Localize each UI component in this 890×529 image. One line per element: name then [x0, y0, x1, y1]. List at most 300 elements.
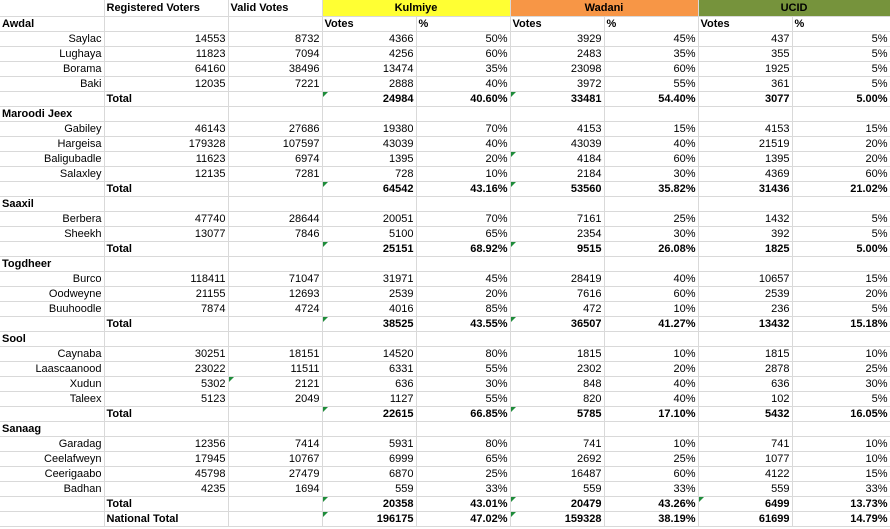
wadani-votes[interactable]: 28419	[510, 272, 604, 287]
wadani-votes[interactable]: 4184	[510, 152, 604, 167]
kulmiye-votes[interactable]: 559	[322, 482, 416, 497]
district-name[interactable]: Hargeisa	[0, 137, 104, 152]
kulmiye-total-pct[interactable]: 43.01%	[416, 497, 510, 512]
kulmiye-total-pct[interactable]: 68.92%	[416, 242, 510, 257]
ucid-votes[interactable]: 1925	[698, 62, 792, 77]
kulmiye-pct[interactable]: 55%	[416, 362, 510, 377]
region-name[interactable]: Togdheer	[0, 257, 104, 272]
valid-votes[interactable]: 18151	[228, 347, 322, 362]
total-label[interactable]: Total	[104, 92, 228, 107]
ucid-votes[interactable]: 236	[698, 302, 792, 317]
ucid-votes[interactable]: 4122	[698, 467, 792, 482]
valid-votes[interactable]: 27686	[228, 122, 322, 137]
total-label[interactable]: Total	[104, 242, 228, 257]
kulmiye-pct[interactable]: 65%	[416, 227, 510, 242]
kulmiye-votes[interactable]: 4366	[322, 32, 416, 47]
wadani-total-votes[interactable]: 5785	[510, 407, 604, 422]
wadani-votes[interactable]: 559	[510, 482, 604, 497]
valid-votes[interactable]: 4724	[228, 302, 322, 317]
kulmiye-pct[interactable]: 60%	[416, 47, 510, 62]
kulmiye-total-pct[interactable]: 66.85%	[416, 407, 510, 422]
valid-votes[interactable]: 38496	[228, 62, 322, 77]
wadani-pct[interactable]: 60%	[604, 467, 698, 482]
ucid-pct[interactable]: 5%	[792, 392, 890, 407]
cell-empty[interactable]	[792, 197, 890, 212]
registered-voters[interactable]: 64160	[104, 62, 228, 77]
ucid-votes[interactable]: 4369	[698, 167, 792, 182]
kulmiye-votes[interactable]: 636	[322, 377, 416, 392]
wadani-votes[interactable]: 4153	[510, 122, 604, 137]
wadani-pct[interactable]: 40%	[604, 272, 698, 287]
wadani-total-pct[interactable]: 17.10%	[604, 407, 698, 422]
kulmiye-total-pct[interactable]: 40.60%	[416, 92, 510, 107]
wadani-votes[interactable]: 2302	[510, 362, 604, 377]
cell-empty[interactable]	[604, 422, 698, 437]
registered-voters[interactable]: 45798	[104, 467, 228, 482]
kulmiye-votes[interactable]: 1127	[322, 392, 416, 407]
wadani-pct[interactable]: 55%	[604, 77, 698, 92]
region-name[interactable]: Saaxil	[0, 197, 104, 212]
ucid-pct[interactable]: 20%	[792, 152, 890, 167]
ucid-pct[interactable]: 15%	[792, 122, 890, 137]
wadani-votes[interactable]: 2354	[510, 227, 604, 242]
cell-empty[interactable]	[228, 92, 322, 107]
registered-voters[interactable]: 11623	[104, 152, 228, 167]
cell-empty[interactable]	[322, 422, 416, 437]
kulmiye-total-pct[interactable]: 43.55%	[416, 317, 510, 332]
registered-voters[interactable]: 14553	[104, 32, 228, 47]
kulmiye-total-votes[interactable]: 25151	[322, 242, 416, 257]
kulmiye-total-votes[interactable]: 38525	[322, 317, 416, 332]
cell-empty[interactable]	[698, 107, 792, 122]
wadani-total-pct[interactable]: 26.08%	[604, 242, 698, 257]
district-name[interactable]: Ceerigaabo	[0, 467, 104, 482]
valid-votes[interactable]: 10767	[228, 452, 322, 467]
wadani-total-votes[interactable]: 159328	[510, 512, 604, 527]
kulmiye-pct[interactable]: 70%	[416, 212, 510, 227]
wadani-votes[interactable]: 16487	[510, 467, 604, 482]
wadani-pct[interactable]: 60%	[604, 287, 698, 302]
cell-empty[interactable]	[604, 332, 698, 347]
district-name[interactable]: Taleex	[0, 392, 104, 407]
kulmiye-votes[interactable]: 20051	[322, 212, 416, 227]
ucid-votes[interactable]: 355	[698, 47, 792, 62]
cell-empty[interactable]	[104, 197, 228, 212]
district-name[interactable]: Berbera	[0, 212, 104, 227]
ucid-votes[interactable]: 1432	[698, 212, 792, 227]
district-name[interactable]: Laascaanood	[0, 362, 104, 377]
wadani-pct[interactable]: 60%	[604, 62, 698, 77]
wadani-pct[interactable]: 15%	[604, 122, 698, 137]
cell-empty[interactable]	[416, 107, 510, 122]
cell-empty[interactable]	[416, 332, 510, 347]
kulmiye-total-votes[interactable]: 24984	[322, 92, 416, 107]
cell-empty[interactable]	[792, 107, 890, 122]
wadani-pct[interactable]: 40%	[604, 392, 698, 407]
wadani-total-votes[interactable]: 9515	[510, 242, 604, 257]
cell-empty[interactable]	[698, 422, 792, 437]
wadani-votes[interactable]: 3929	[510, 32, 604, 47]
registered-voters[interactable]: 23022	[104, 362, 228, 377]
district-name[interactable]: Lughaya	[0, 47, 104, 62]
ucid-votes[interactable]: 4153	[698, 122, 792, 137]
valid-votes[interactable]: 1694	[228, 482, 322, 497]
district-name[interactable]: Borama	[0, 62, 104, 77]
wadani-votes[interactable]: 848	[510, 377, 604, 392]
registered-voters[interactable]: 179328	[104, 137, 228, 152]
district-name[interactable]: Burco	[0, 272, 104, 287]
ucid-total-votes[interactable]: 6499	[698, 497, 792, 512]
district-name[interactable]: Sheekh	[0, 227, 104, 242]
registered-voters[interactable]: 5123	[104, 392, 228, 407]
wadani-votes[interactable]: 43039	[510, 137, 604, 152]
ucid-total-pct[interactable]: 16.05%	[792, 407, 890, 422]
kulmiye-pct[interactable]: 50%	[416, 32, 510, 47]
kulmiye-pct[interactable]: 40%	[416, 77, 510, 92]
valid-votes[interactable]: 107597	[228, 137, 322, 152]
kulmiye-pct[interactable]: 35%	[416, 62, 510, 77]
registered-voters[interactable]: 118411	[104, 272, 228, 287]
wadani-votes[interactable]: 7161	[510, 212, 604, 227]
registered-voters[interactable]: 12035	[104, 77, 228, 92]
kulmiye-pct[interactable]: 80%	[416, 347, 510, 362]
cell-empty[interactable]	[698, 332, 792, 347]
district-name[interactable]: Baki	[0, 77, 104, 92]
cell-empty[interactable]	[104, 17, 228, 32]
cell-empty[interactable]	[104, 257, 228, 272]
district-name[interactable]: Xudun	[0, 377, 104, 392]
kulmiye-votes[interactable]: 13474	[322, 62, 416, 77]
district-name[interactable]: Gabiley	[0, 122, 104, 137]
wadani-pct[interactable]: 20%	[604, 362, 698, 377]
ucid-votes[interactable]: 361	[698, 77, 792, 92]
kulmiye-votes[interactable]: 6331	[322, 362, 416, 377]
kulmiye-pct[interactable]: 30%	[416, 377, 510, 392]
cell-empty[interactable]	[0, 407, 104, 422]
ucid-total-votes[interactable]: 1825	[698, 242, 792, 257]
cell-empty[interactable]	[698, 197, 792, 212]
cell-empty[interactable]	[510, 107, 604, 122]
total-label[interactable]: Total	[104, 182, 228, 197]
valid-votes[interactable]: 7221	[228, 77, 322, 92]
cell-empty[interactable]	[510, 197, 604, 212]
district-name[interactable]: Saylac	[0, 32, 104, 47]
ucid-header[interactable]: UCID	[698, 0, 890, 17]
cell-empty[interactable]	[792, 257, 890, 272]
cell-empty[interactable]	[104, 332, 228, 347]
wadani-pct[interactable]: 60%	[604, 152, 698, 167]
wadani-total-pct[interactable]: 54.40%	[604, 92, 698, 107]
kulmiye-total-pct[interactable]: 43.16%	[416, 182, 510, 197]
wadani-pct[interactable]: 30%	[604, 227, 698, 242]
wadani-pct-header[interactable]: %	[604, 17, 698, 32]
ucid-total-pct[interactable]: 15.18%	[792, 317, 890, 332]
cell-empty[interactable]	[228, 422, 322, 437]
cell-empty[interactable]	[228, 107, 322, 122]
wadani-total-votes[interactable]: 36507	[510, 317, 604, 332]
cell-empty[interactable]	[104, 422, 228, 437]
ucid-total-votes[interactable]: 31436	[698, 182, 792, 197]
kulmiye-total-votes[interactable]: 20358	[322, 497, 416, 512]
valid-votes[interactable]: 7094	[228, 47, 322, 62]
kulmiye-pct[interactable]: 20%	[416, 287, 510, 302]
cell-empty[interactable]	[0, 182, 104, 197]
wadani-pct[interactable]: 30%	[604, 167, 698, 182]
cell-empty[interactable]	[792, 422, 890, 437]
valid-votes[interactable]: 6974	[228, 152, 322, 167]
ucid-votes[interactable]: 1815	[698, 347, 792, 362]
ucid-pct[interactable]: 5%	[792, 62, 890, 77]
registered-voters[interactable]: 21155	[104, 287, 228, 302]
wadani-pct[interactable]: 45%	[604, 32, 698, 47]
ucid-votes-header[interactable]: Votes	[698, 17, 792, 32]
ucid-total-votes[interactable]: 5432	[698, 407, 792, 422]
total-label[interactable]: Total	[104, 407, 228, 422]
cell-empty[interactable]	[0, 92, 104, 107]
cell-empty[interactable]	[228, 17, 322, 32]
ucid-pct[interactable]: 5%	[792, 32, 890, 47]
cell-empty[interactable]	[228, 497, 322, 512]
wadani-votes[interactable]: 3972	[510, 77, 604, 92]
kulmiye-header[interactable]: Kulmiye	[322, 0, 510, 17]
kulmiye-total-votes[interactable]: 22615	[322, 407, 416, 422]
cell-empty[interactable]	[228, 317, 322, 332]
valid-votes[interactable]: 11511	[228, 362, 322, 377]
valid-votes[interactable]: 2049	[228, 392, 322, 407]
cell-empty[interactable]	[0, 512, 104, 527]
wadani-votes[interactable]: 820	[510, 392, 604, 407]
ucid-pct[interactable]: 33%	[792, 482, 890, 497]
registered-voters[interactable]: 5302	[104, 377, 228, 392]
kulmiye-pct[interactable]: 65%	[416, 452, 510, 467]
ucid-pct[interactable]: 15%	[792, 272, 890, 287]
cell-empty[interactable]	[104, 107, 228, 122]
ucid-pct[interactable]: 20%	[792, 287, 890, 302]
cell-empty[interactable]	[322, 197, 416, 212]
district-name[interactable]: Garadag	[0, 437, 104, 452]
kulmiye-votes[interactable]: 31971	[322, 272, 416, 287]
wadani-total-votes[interactable]: 20479	[510, 497, 604, 512]
ucid-total-pct[interactable]: 13.73%	[792, 497, 890, 512]
valid-votes[interactable]: 8732	[228, 32, 322, 47]
valid-votes[interactable]: 7846	[228, 227, 322, 242]
ucid-pct[interactable]: 25%	[792, 362, 890, 377]
registered-voters[interactable]: 46143	[104, 122, 228, 137]
kulmiye-pct[interactable]: 85%	[416, 302, 510, 317]
cell-empty[interactable]	[228, 242, 322, 257]
valid-votes-header[interactable]: Valid Votes	[228, 0, 322, 17]
district-name[interactable]: Baligubadle	[0, 152, 104, 167]
cell-empty[interactable]	[792, 332, 890, 347]
kulmiye-pct[interactable]: 20%	[416, 152, 510, 167]
wadani-votes[interactable]: 2692	[510, 452, 604, 467]
ucid-pct[interactable]: 10%	[792, 347, 890, 362]
ucid-votes[interactable]: 437	[698, 32, 792, 47]
cell-empty[interactable]	[228, 182, 322, 197]
cell-empty[interactable]	[0, 0, 104, 17]
cell-empty[interactable]	[698, 257, 792, 272]
kulmiye-votes-header[interactable]: Votes	[322, 17, 416, 32]
cell-empty[interactable]	[322, 107, 416, 122]
cell-empty[interactable]	[0, 242, 104, 257]
kulmiye-votes[interactable]: 5931	[322, 437, 416, 452]
kulmiye-votes[interactable]: 1395	[322, 152, 416, 167]
district-name[interactable]: Ceelafweyn	[0, 452, 104, 467]
valid-votes[interactable]: 71047	[228, 272, 322, 287]
ucid-votes[interactable]: 741	[698, 437, 792, 452]
wadani-votes[interactable]: 23098	[510, 62, 604, 77]
cell-empty[interactable]	[322, 332, 416, 347]
registered-voters[interactable]: 30251	[104, 347, 228, 362]
ucid-pct[interactable]: 60%	[792, 167, 890, 182]
kulmiye-pct[interactable]: 25%	[416, 467, 510, 482]
kulmiye-pct[interactable]: 10%	[416, 167, 510, 182]
district-name[interactable]: Caynaba	[0, 347, 104, 362]
ucid-pct[interactable]: 5%	[792, 77, 890, 92]
wadani-total-pct[interactable]: 43.26%	[604, 497, 698, 512]
kulmiye-votes[interactable]: 14520	[322, 347, 416, 362]
total-label[interactable]: National Total	[104, 512, 228, 527]
valid-votes[interactable]: 27479	[228, 467, 322, 482]
total-label[interactable]: Total	[104, 497, 228, 512]
wadani-header[interactable]: Wadani	[510, 0, 698, 17]
ucid-votes[interactable]: 10657	[698, 272, 792, 287]
kulmiye-total-votes[interactable]: 196175	[322, 512, 416, 527]
wadani-total-pct[interactable]: 41.27%	[604, 317, 698, 332]
wadani-total-pct[interactable]: 35.82%	[604, 182, 698, 197]
kulmiye-votes[interactable]: 6999	[322, 452, 416, 467]
kulmiye-votes[interactable]: 2539	[322, 287, 416, 302]
wadani-votes[interactable]: 472	[510, 302, 604, 317]
wadani-votes[interactable]: 741	[510, 437, 604, 452]
wadani-total-votes[interactable]: 33481	[510, 92, 604, 107]
kulmiye-votes[interactable]: 19380	[322, 122, 416, 137]
ucid-pct-header[interactable]: %	[792, 17, 890, 32]
region-name[interactable]: Sanaag	[0, 422, 104, 437]
district-name[interactable]: Salaxley	[0, 167, 104, 182]
wadani-pct[interactable]: 33%	[604, 482, 698, 497]
registered-voters[interactable]: 12356	[104, 437, 228, 452]
kulmiye-total-votes[interactable]: 64542	[322, 182, 416, 197]
registered-voters[interactable]: 7874	[104, 302, 228, 317]
registered-voters[interactable]: 13077	[104, 227, 228, 242]
kulmiye-pct[interactable]: 70%	[416, 122, 510, 137]
region-name[interactable]: Sool	[0, 332, 104, 347]
cell-empty[interactable]	[228, 407, 322, 422]
registered-voters-header[interactable]: Registered Voters	[104, 0, 228, 17]
kulmiye-pct[interactable]: 40%	[416, 137, 510, 152]
ucid-total-votes[interactable]: 3077	[698, 92, 792, 107]
ucid-votes[interactable]: 1395	[698, 152, 792, 167]
kulmiye-votes[interactable]: 5100	[322, 227, 416, 242]
wadani-votes[interactable]: 7616	[510, 287, 604, 302]
kulmiye-pct[interactable]: 45%	[416, 272, 510, 287]
kulmiye-votes[interactable]: 4256	[322, 47, 416, 62]
cell-empty[interactable]	[228, 332, 322, 347]
kulmiye-votes[interactable]: 4016	[322, 302, 416, 317]
wadani-pct[interactable]: 25%	[604, 212, 698, 227]
cell-empty[interactable]	[604, 257, 698, 272]
cell-empty[interactable]	[510, 332, 604, 347]
valid-votes[interactable]: 28644	[228, 212, 322, 227]
wadani-votes[interactable]: 1815	[510, 347, 604, 362]
kulmiye-votes[interactable]: 728	[322, 167, 416, 182]
ucid-total-pct[interactable]: 5.00%	[792, 242, 890, 257]
cell-empty[interactable]	[228, 257, 322, 272]
ucid-votes[interactable]: 2539	[698, 287, 792, 302]
valid-votes[interactable]: 12693	[228, 287, 322, 302]
kulmiye-pct-header[interactable]: %	[416, 17, 510, 32]
kulmiye-pct[interactable]: 80%	[416, 437, 510, 452]
registered-voters[interactable]: 17945	[104, 452, 228, 467]
cell-empty[interactable]	[510, 257, 604, 272]
ucid-total-pct[interactable]: 21.02%	[792, 182, 890, 197]
kulmiye-pct[interactable]: 55%	[416, 392, 510, 407]
ucid-pct[interactable]: 5%	[792, 47, 890, 62]
cell-empty[interactable]	[228, 512, 322, 527]
ucid-total-votes[interactable]: 13432	[698, 317, 792, 332]
cell-empty[interactable]	[604, 107, 698, 122]
cell-empty[interactable]	[604, 197, 698, 212]
kulmiye-votes[interactable]: 6870	[322, 467, 416, 482]
ucid-pct[interactable]: 30%	[792, 377, 890, 392]
wadani-pct[interactable]: 10%	[604, 347, 698, 362]
registered-voters[interactable]: 11823	[104, 47, 228, 62]
wadani-total-pct[interactable]: 38.19%	[604, 512, 698, 527]
registered-voters[interactable]: 47740	[104, 212, 228, 227]
cell-empty[interactable]	[416, 422, 510, 437]
wadani-votes-header[interactable]: Votes	[510, 17, 604, 32]
district-name[interactable]: Badhan	[0, 482, 104, 497]
ucid-pct[interactable]: 5%	[792, 227, 890, 242]
ucid-votes[interactable]: 559	[698, 482, 792, 497]
ucid-pct[interactable]: 20%	[792, 137, 890, 152]
cell-empty[interactable]	[0, 317, 104, 332]
ucid-votes[interactable]: 102	[698, 392, 792, 407]
district-name[interactable]: Oodweyne	[0, 287, 104, 302]
wadani-pct[interactable]: 10%	[604, 437, 698, 452]
cell-empty[interactable]	[510, 422, 604, 437]
cell-empty[interactable]	[416, 257, 510, 272]
ucid-votes[interactable]: 2878	[698, 362, 792, 377]
wadani-pct[interactable]: 10%	[604, 302, 698, 317]
ucid-votes[interactable]: 392	[698, 227, 792, 242]
ucid-total-pct[interactable]: 14.79%	[792, 512, 890, 527]
ucid-pct[interactable]: 15%	[792, 467, 890, 482]
valid-votes[interactable]: 7281	[228, 167, 322, 182]
wadani-pct[interactable]: 25%	[604, 452, 698, 467]
valid-votes[interactable]: 2121	[228, 377, 322, 392]
ucid-votes[interactable]: 21519	[698, 137, 792, 152]
ucid-total-pct[interactable]: 5.00%	[792, 92, 890, 107]
kulmiye-votes[interactable]: 2888	[322, 77, 416, 92]
cell-empty[interactable]	[0, 497, 104, 512]
wadani-votes[interactable]: 2184	[510, 167, 604, 182]
wadani-votes[interactable]: 2483	[510, 47, 604, 62]
ucid-pct[interactable]: 10%	[792, 437, 890, 452]
district-name[interactable]: Buuhoodle	[0, 302, 104, 317]
cell-empty[interactable]	[322, 257, 416, 272]
kulmiye-votes[interactable]: 43039	[322, 137, 416, 152]
wadani-pct[interactable]: 40%	[604, 137, 698, 152]
kulmiye-total-pct[interactable]: 47.02%	[416, 512, 510, 527]
cell-empty[interactable]	[228, 197, 322, 212]
ucid-votes[interactable]: 1077	[698, 452, 792, 467]
total-label[interactable]: Total	[104, 317, 228, 332]
kulmiye-pct[interactable]: 33%	[416, 482, 510, 497]
registered-voters[interactable]: 4235	[104, 482, 228, 497]
valid-votes[interactable]: 7414	[228, 437, 322, 452]
